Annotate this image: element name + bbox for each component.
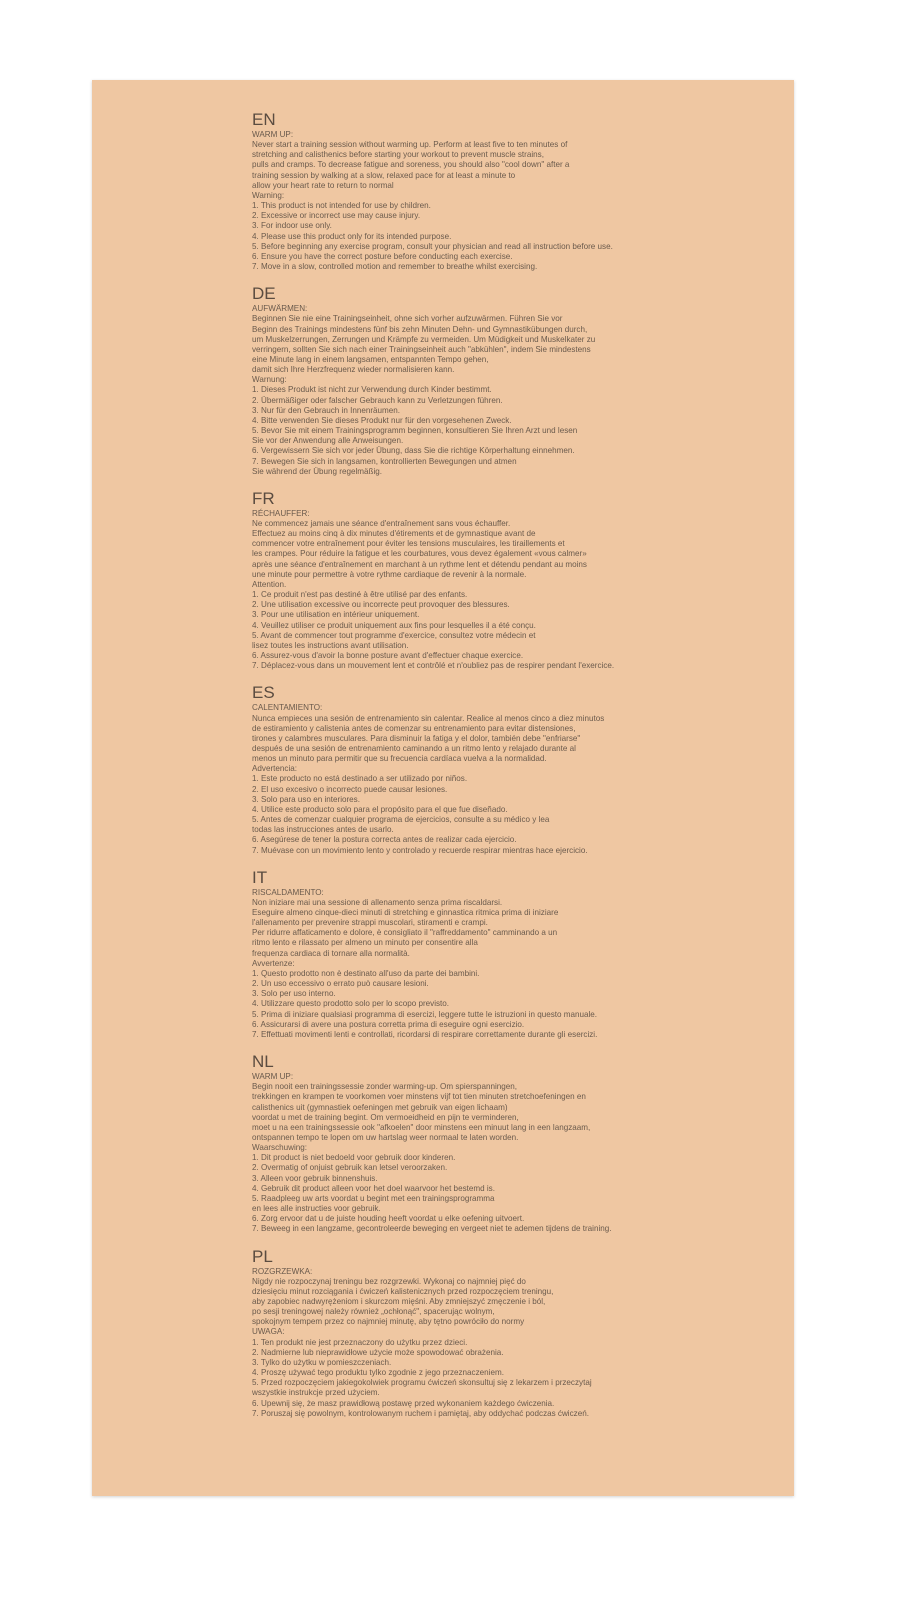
language-section-en <box>252 110 672 272</box>
language-section-es <box>252 683 672 855</box>
instruction-line: 6. Ensure you have the correct posture before conducting each exercise. <box>252 251 513 261</box>
instruction-line: AUFWÄRMEN: <box>252 304 308 314</box>
language-code: FR <box>252 488 275 508</box>
instruction-line: 1. Ten produkt nie jest przeznaczony do użytku przez dzieci. <box>252 1337 468 1347</box>
instruction-line: Nigdy nie rozpoczynaj treningu bez rozgrzewki. Wykonaj co najmniej pięć do <box>252 1276 526 1286</box>
instruction-line: damit sich Ihre Herzfrequenz wieder normalisieren kann. <box>252 365 455 375</box>
instruction-line: 5. Bevor Sie mit einem Trainingsprogramm beginnen, konsultieren Sie Ihren Arzt und lesen <box>252 426 578 436</box>
instruction-line: une minute pour permettre à votre rythme cardiaque de revenir à la normale. <box>252 569 527 579</box>
instruction-line: 2. Excessive or incorrect use may cause injury. <box>252 211 421 221</box>
instruction-line: 3. Alleen voor gebruik binnenshuis. <box>252 1173 378 1183</box>
language-code: ES <box>252 683 275 703</box>
instruction-line: Per ridurre affaticamento e dolore, è consigliato il "raffreddamento" camminando a un <box>252 928 558 938</box>
instruction-line: CALENTAMIENTO: <box>252 703 323 713</box>
instruction-line: 2. Un uso eccessivo o errato può causare lesioni. <box>252 979 429 989</box>
instruction-line: training session by walking at a slow, relaxed pace for at least a minute to <box>252 170 516 180</box>
instruction-line: 3. For indoor use only. <box>252 221 332 231</box>
instruction-line: 7. Poruszaj się powolnym, kontrolowanym ruchem i pamiętaj, aby oddychać podczas ćwiczeń. <box>252 1408 589 1418</box>
instruction-line: 6. Upewnij się, że masz prawidłową postawę przed wykonaniem każdego ćwiczenia. <box>252 1398 555 1408</box>
instruction-line: moet u na een trainingssessie ook "afkoelen" door minstens een minuut lang in een langzaam, <box>252 1122 591 1132</box>
language-section-nl <box>252 1052 672 1235</box>
instruction-line: RÉCHAUFFER: <box>252 508 310 518</box>
instruction-line: allow your heart rate to return to normal <box>252 180 394 190</box>
instruction-line: um Muskelzerrungen, Zerrungen und Krämpfe zu vermeiden. Um Müdigkeit und Muskelkater zu <box>252 334 596 344</box>
instruction-line: pulls and cramps. To decrease fatigue and soreness, you should also "cool down" after a <box>252 160 570 170</box>
instruction-line: Advertencia: <box>252 764 297 774</box>
instruction-line: Sie während der Übung regelmäßig. <box>252 466 383 476</box>
instruction-line: 7. Muévase con un movimiento lento y controlado y recuerde respirar mientras hace ejercicio. <box>252 845 588 855</box>
instruction-line: Begin nooit een trainingssessie zonder warming-up. Om spierspanningen, <box>252 1082 517 1092</box>
instruction-line: 7. Beweeg in een langzame, gecontroleerde beweging en vergeet niet te ademen tijdens de training. <box>252 1224 612 1234</box>
instruction-line: en lees alle instructies voor gebruik. <box>252 1204 381 1214</box>
instruction-line: WARM UP: <box>252 1072 294 1082</box>
instruction-line: Warnung: <box>252 375 287 385</box>
instruction-line: 3. Tylko do użytku w pomieszczeniach. <box>252 1357 392 1367</box>
instruction-line: après une séance d'entraînement en marchant à un rythme lent et détendu pendant au moins <box>252 559 587 569</box>
instruction-line: l'allenamento per prevenire strappi muscolari, stiramenti e crampi. <box>252 918 488 928</box>
instruction-line: Warning: <box>252 190 285 200</box>
language-section-pl <box>252 1247 672 1419</box>
instruction-line: WARM UP: <box>252 130 294 139</box>
instruction-line: 7. Déplacez-vous dans un mouvement lent et contrôlé et n'oubliez pas de respirer pendant l'exercice. <box>252 661 615 671</box>
instruction-line: 1. Ce produit n'est pas destiné à être utilisé par des enfants. <box>252 590 468 600</box>
instruction-line: 6. Vergewissern Sie sich vor jeder Übung, dass Sie die richtige Körperhaltung einnehmen. <box>252 446 575 456</box>
instruction-line: 4. Utilice este producto solo para el propósito para el que fue diseñado. <box>252 804 508 814</box>
instruction-line: 6. Assurez-vous d'avoir la bonne posture avant d'effectuer chaque exercice. <box>252 651 524 661</box>
language-section-it <box>252 868 672 1040</box>
instruction-line: 4. Veuillez utiliser ce produit uniquement aux fins pour lesquelles il a été conçu. <box>252 620 536 630</box>
instruction-line: UWAGA: <box>252 1327 285 1337</box>
instruction-line: dziesięciu minut rozciągania i ćwiczeń kalistenicznych przed rozpoczęciem treningu, <box>252 1286 554 1296</box>
instruction-line: 6. Asegúrese de tener la postura correcta antes de realizar cada ejercicio. <box>252 835 517 845</box>
instruction-line: 5. Before beginning any exercise program, consult your physician and read all instruction before use. <box>252 241 613 251</box>
instruction-line: 7. Bewegen Sie sich in langsamen, kontrollierten Bewegungen und atmen <box>252 456 517 466</box>
language-section-fr <box>252 489 672 672</box>
instruction-line: 4. Gebruik dit product alleen voor het doel waarvoor het bestemd is. <box>252 1183 495 1193</box>
instruction-line: 7. Effettuati movimenti lenti e controllati, ricordarsi di respirare correttamente durante gli esercizi. <box>252 1029 598 1039</box>
instruction-line: aby zapobiec nadwyrężeniom i skurczom mięśni. Aby zmniejszyć zmęczenie i ból, <box>252 1297 546 1306</box>
instruction-line: 4. Bitte verwenden Sie dieses Produkt nur für den vorgesehenen Zweck. <box>252 415 512 425</box>
instruction-line: wszystkie instrukcje przed użyciem. <box>252 1388 380 1398</box>
instruction-line: 4. Utilizzare questo prodotto solo per lo scopo previsto. <box>252 999 450 1009</box>
instruction-line: 2. Overmatig of onjuist gebruik kan letsel veroorzaken. <box>252 1163 448 1173</box>
language-code: DE <box>252 284 276 304</box>
instruction-line: 1. Questo prodotto non è destinato all'uso da parte dei bambini. <box>252 968 480 978</box>
instruction-line: todas las instrucciones antes de usarlo. <box>252 825 394 835</box>
instruction-line: 1. This product is not intended for use by children. <box>252 201 431 211</box>
instruction-line: Sie vor der Anwendung alle Anweisungen. <box>252 436 404 446</box>
instruction-line: Waarschuwing: <box>252 1143 308 1153</box>
instruction-line: Attention. <box>252 579 287 589</box>
instruction-line: 5. Raadpleeg uw arts voordat u begint met een trainingsprogramma <box>252 1193 495 1203</box>
instruction-line: ontspannen tempo te lopen om uw hartslag weer normaal te laten worden. <box>252 1132 519 1142</box>
language-code: PL <box>252 1246 273 1266</box>
instruction-line: de estiramiento y calistenia antes de comenzar su entrenamiento para evitar distensiones, <box>252 723 576 733</box>
instruction-sheet <box>92 80 794 1496</box>
instruction-line: 4. Please use this product only for its intended purpose. <box>252 231 452 241</box>
instruction-line: 3. Solo para uso en interiores. <box>252 794 360 804</box>
instruction-line: Nunca empieces una sesión de entrenamiento sin calentar. Realice al menos cinco a diez minutos <box>252 713 605 723</box>
instruction-line: Ne commencez jamais une séance d'entraînement sans vous échauffer. <box>252 519 511 528</box>
instruction-line: 2. Une utilisation excessive ou incorrecte peut provoquer des blessures. <box>252 600 510 610</box>
instruction-line: 5. Przed rozpoczęciem jakiegokolwiek programu ćwiczeń skonsultuj się z lekarzem i przeczytaj <box>252 1378 592 1388</box>
language-section-de <box>252 284 672 477</box>
language-code: EN <box>252 110 276 129</box>
instruction-line: 2. Nadmierne lub nieprawidłowe użycie może spowodować obrażenia. <box>252 1347 504 1357</box>
instruction-line: 7. Move in a slow, controlled motion and remember to breathe whilst exercising. <box>252 262 538 272</box>
instruction-line: Beginn des Trainings mindestens fünf bis zehn Minuten Dehn- und Gymnastikübungen durch, <box>252 324 588 334</box>
instruction-line: 5. Prima di iniziare qualsiasi programma di esercizi, leggere tutte le istruzioni in questo manuale. <box>252 1009 598 1019</box>
instruction-line: voordat u met de training begint. Om vermoeidheid en pijn te verminderen, <box>252 1112 519 1122</box>
instruction-line: Non iniziare mai una sessione di allenamento senza prima riscaldarsi. <box>252 897 503 907</box>
language-code: IT <box>252 867 268 887</box>
instruction-line: frequenza cardiaca di tornare alla normalità. <box>252 948 410 958</box>
instruction-line: 1. Dit product is niet bedoeld voor gebruik door kinderen. <box>252 1153 456 1163</box>
instruction-line: verringern, sollten Sie sich nach einer Trainingseinheit auch "abkühlen", indem Sie mindestens <box>252 344 591 354</box>
instruction-line: 1. Este producto no está destinado a ser utilizado por niños. <box>252 774 468 784</box>
instruction-line: 3. Nur für den Gebrauch in Innenräumen. <box>252 405 401 415</box>
instruction-line: eine Minute lang in einem langsamen, entspannten Tempo gehen, <box>252 354 489 364</box>
instruction-line: ritmo lento e rilassato per almeno un minuto per consentire alla <box>252 938 478 948</box>
instruction-line: trekkingen en krampen te voorkomen voer minstens vijf tot tien minuten stretchoefeningen en <box>252 1092 586 1102</box>
instruction-line: 5. Avant de commencer tout programme d'exercice, consultez votre médecin et <box>252 630 536 640</box>
instruction-line: 6. Assicurarsi di avere una postura corretta prima di eseguire ogni esercizio. <box>252 1019 525 1029</box>
instruction-line: 2. Übermäßiger oder falscher Gebrauch kann zu Verletzungen führen. <box>252 395 503 405</box>
language-code: NL <box>252 1052 274 1072</box>
instruction-line: tirones y calambres musculares. Para disminuir la fatiga y el dolor, también debe "enfriarse" <box>252 733 581 743</box>
instruction-line: menos un minuto para permitir que su frecuencia cardíaca vuelva a la normalidad. <box>252 754 547 764</box>
instruction-line: 3. Pour une utilisation en intérieur uniquement. <box>252 610 420 620</box>
instruction-line: después de una sesión de entrenamiento caminando a un ritmo lento y relajado durante al <box>252 743 576 753</box>
instruction-line: 5. Antes de comenzar cualquier programa de ejercicios, consulte a su médico y lea <box>252 815 550 825</box>
instruction-line: RISCALDAMENTO: <box>252 887 324 897</box>
instruction-line: po sesji treningowej należy również „ochłonąć", spacerując wolnym, <box>252 1307 495 1317</box>
instruction-line: Avvertenze: <box>252 958 295 968</box>
instruction-line: spokojnym tempem przez co najmniej minutę, aby tętno powróciło do normy <box>252 1317 525 1327</box>
instruction-line: Never start a training session without warming up. Perform at least five to ten minutes of <box>252 140 568 150</box>
instruction-line: 3. Solo per uso interno. <box>252 989 336 999</box>
instruction-line: ROZGRZEWKA: <box>252 1266 313 1276</box>
instruction-line: Beginnen Sie nie eine Trainingseinheit, ohne sich vorher aufzuwärmen. Führen Sie vor <box>252 314 563 324</box>
instruction-line: 2. El uso excesivo o incorrecto puede causar lesiones. <box>252 784 448 794</box>
instruction-line: 4. Proszę używać tego produktu tylko zgodnie z jego przeznaczeniem. <box>252 1368 504 1378</box>
instruction-content <box>252 110 672 1419</box>
instruction-line: lisez toutes les instructions avant utilisation. <box>252 640 409 650</box>
instruction-line: Effectuez au moins cinq à dix minutes d'étirements et de gymnastique avant de <box>252 529 536 539</box>
instruction-line: Eseguire almeno cinque-dieci minuti di stretching e ginnastica ritmica prima di iniziare <box>252 908 559 917</box>
instruction-line: calisthenics uit (gymnastiek oefeningen met gebruik van eigen lichaam) <box>252 1102 508 1112</box>
instruction-line: commencer votre entraînement pour éviter les tensions musculaires, les tiraillements et <box>252 539 565 549</box>
instruction-line: 1. Dieses Produkt ist nicht zur Verwendung durch Kinder bestimmt. <box>252 385 492 395</box>
instruction-line: 6. Zorg ervoor dat u de juiste houding heeft voordat u elke oefening uitvoert. <box>252 1214 525 1224</box>
instruction-line: stretching and calisthenics before starting your workout to prevent muscle strains, <box>252 150 544 160</box>
instruction-line: les crampes. Pour réduire la fatigue et les courbatures, vous devez également «vous calmer» <box>252 549 587 559</box>
